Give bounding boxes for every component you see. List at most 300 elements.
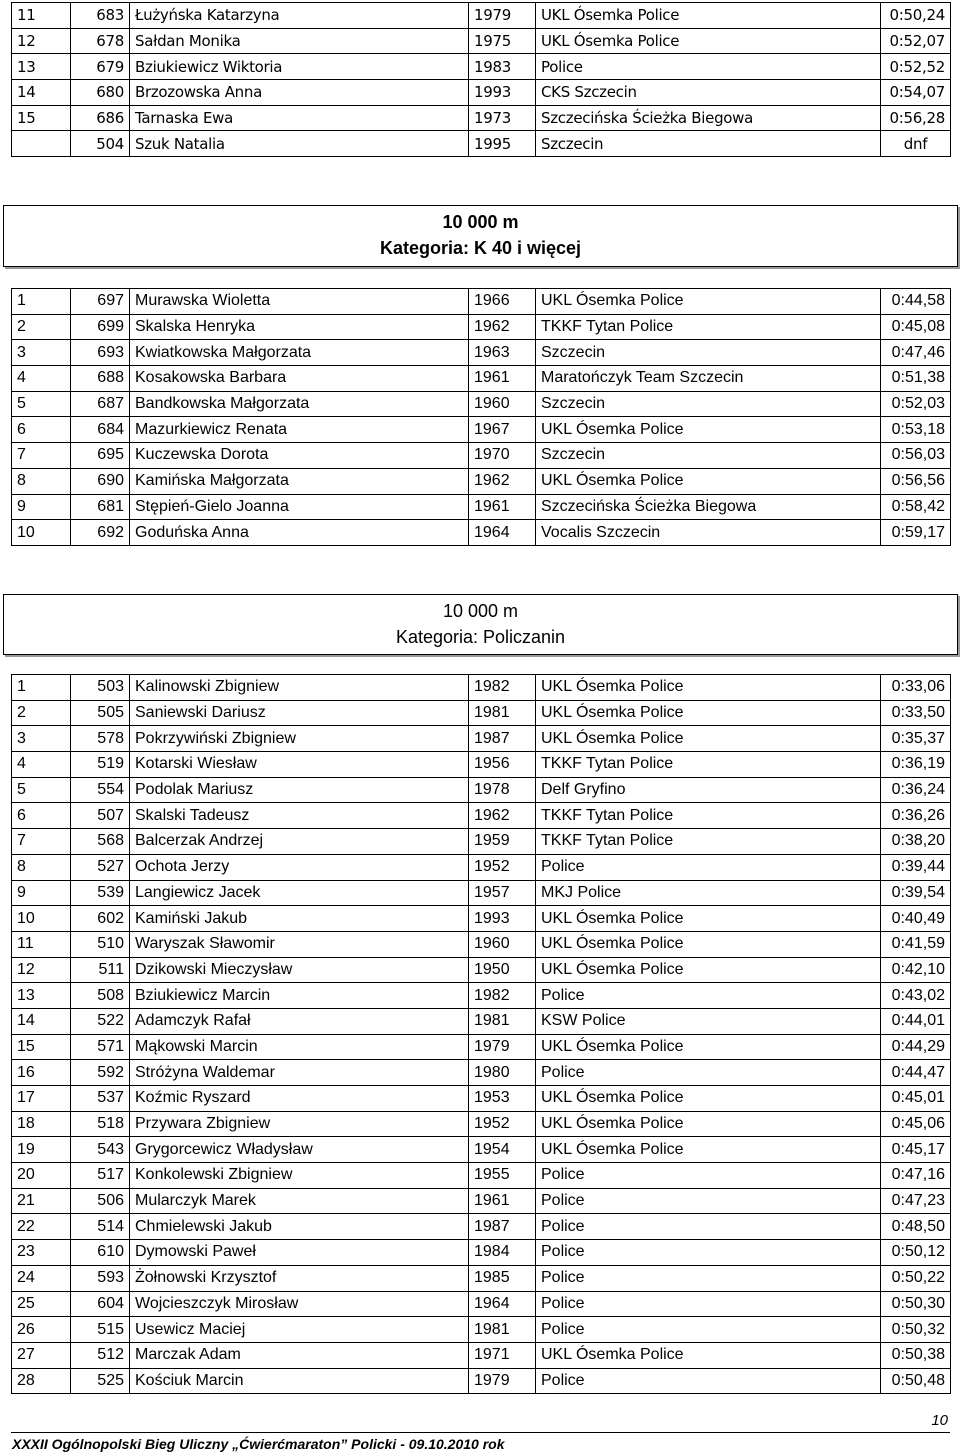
table-row (12, 1163, 951, 1189)
year-cell: 1984 (469, 1240, 536, 1266)
club-cell: Szczecińska Ścieżka Biegowa (536, 105, 881, 131)
name-cell: Konkolewski Zbigniew (130, 1163, 469, 1189)
bib-cell: 602 (71, 906, 130, 932)
bib-cell: 511 (71, 957, 130, 983)
place-cell: 28 (12, 1368, 71, 1394)
place-cell: 12 (12, 28, 71, 54)
club-cell: Szczecin (536, 340, 881, 366)
table-row (12, 1034, 951, 1060)
bib-cell: 515 (71, 1317, 130, 1343)
name-cell: Dzikowski Mieczysław (130, 957, 469, 983)
time-cell: 0:47,16 (881, 1163, 951, 1189)
time-cell: 0:52,52 (881, 54, 951, 80)
name-cell: Adamczyk Rafał (130, 1008, 469, 1034)
club-cell: Police (536, 854, 881, 880)
time-cell: 0:33,50 (881, 700, 951, 726)
table-row (12, 1008, 951, 1034)
club-cell: UKL Ósemka Police (536, 1034, 881, 1060)
table-row (12, 391, 951, 417)
year-cell: 1979 (469, 1034, 536, 1060)
place-cell: 21 (12, 1188, 71, 1214)
place-cell: 1 (12, 289, 71, 315)
club-cell: UKL Ósemka Police (536, 931, 881, 957)
place-cell: 9 (12, 880, 71, 906)
time-cell: 0:54,07 (881, 80, 951, 106)
club-cell: Police (536, 54, 881, 80)
category-label: Kategoria: K 40 i więcej (379, 238, 582, 258)
year-cell: 1966 (469, 289, 536, 315)
place-cell: 26 (12, 1317, 71, 1343)
time-cell: 0:56,03 (881, 443, 951, 469)
year-cell: 1993 (469, 80, 536, 106)
table-row (12, 1214, 951, 1240)
name-cell: Skalska Henryka (130, 314, 469, 340)
year-cell: 1981 (469, 700, 536, 726)
time-cell: 0:45,08 (881, 314, 951, 340)
name-cell: Langiewicz Jacek (130, 880, 469, 906)
bib-cell: 505 (71, 700, 130, 726)
table-row (12, 803, 951, 829)
name-cell: Szuk Natalia (130, 131, 469, 157)
table-row (12, 3, 951, 29)
time-cell: dnf (881, 131, 951, 157)
place-cell: 3 (12, 726, 71, 752)
time-cell: 0:44,58 (881, 289, 951, 315)
name-cell: Saniewski Dariusz (130, 700, 469, 726)
year-cell: 1987 (469, 1214, 536, 1240)
place-cell: 24 (12, 1265, 71, 1291)
time-cell: 0:44,29 (881, 1034, 951, 1060)
name-cell: Łużyńska Katarzyna (130, 3, 469, 29)
results-table-k40 (11, 288, 951, 546)
year-cell: 1978 (469, 777, 536, 803)
table-row (12, 105, 951, 131)
bib-cell: 527 (71, 854, 130, 880)
table-row (12, 443, 951, 469)
club-cell: CKS Szczecin (536, 80, 881, 106)
table-row (12, 1368, 951, 1394)
table-row (12, 752, 951, 778)
name-cell: Mąkowski Marcin (130, 1034, 469, 1060)
place-cell: 2 (12, 314, 71, 340)
time-cell: 0:58,42 (881, 494, 951, 520)
table-row (12, 131, 951, 157)
name-cell: Podolak Mariusz (130, 777, 469, 803)
year-cell: 1955 (469, 1163, 536, 1189)
year-cell: 1995 (469, 131, 536, 157)
table-row (12, 1086, 951, 1112)
bib-cell: 681 (71, 494, 130, 520)
bib-cell: 687 (71, 391, 130, 417)
year-cell: 1956 (469, 752, 536, 778)
table-row (12, 54, 951, 80)
place-cell: 7 (12, 829, 71, 855)
bib-cell: 571 (71, 1034, 130, 1060)
table-row (12, 983, 951, 1009)
name-cell: Murawska Wioletta (130, 289, 469, 315)
time-cell: 0:53,18 (881, 417, 951, 443)
name-cell: Kościuk Marcin (130, 1368, 469, 1394)
name-cell: Brzozowska Anna (130, 80, 469, 106)
place-cell: 8 (12, 468, 71, 494)
name-cell: Goduńska Anna (130, 520, 469, 546)
place-cell: 4 (12, 752, 71, 778)
time-cell: 0:48,50 (881, 1214, 951, 1240)
place-cell: 9 (12, 494, 71, 520)
time-cell: 0:52,07 (881, 28, 951, 54)
time-cell: 0:38,20 (881, 829, 951, 855)
bib-cell: 539 (71, 880, 130, 906)
time-cell: 0:59,17 (881, 520, 951, 546)
year-cell: 1953 (469, 1086, 536, 1112)
year-cell: 1950 (469, 957, 536, 983)
bib-cell: 699 (71, 314, 130, 340)
year-cell: 1982 (469, 983, 536, 1009)
table-row (12, 675, 951, 701)
table-row (12, 1265, 951, 1291)
club-cell: UKL Ósemka Police (536, 1342, 881, 1368)
time-cell: 0:44,01 (881, 1008, 951, 1034)
name-cell: Sałdan Monika (130, 28, 469, 54)
bib-cell: 517 (71, 1163, 130, 1189)
year-cell: 1967 (469, 417, 536, 443)
time-cell: 0:36,26 (881, 803, 951, 829)
bib-cell: 678 (71, 28, 130, 54)
place-cell: 6 (12, 417, 71, 443)
table-row (12, 1060, 951, 1086)
place-cell: 19 (12, 1137, 71, 1163)
place-cell: 10 (12, 906, 71, 932)
table-row (12, 1317, 951, 1343)
place-cell: 20 (12, 1163, 71, 1189)
bib-cell: 503 (71, 675, 130, 701)
name-cell: Balcerzak Andrzej (130, 829, 469, 855)
time-cell: 0:41,59 (881, 931, 951, 957)
year-cell: 1952 (469, 854, 536, 880)
year-cell: 1980 (469, 1060, 536, 1086)
time-cell: 0:50,30 (881, 1291, 951, 1317)
bib-cell: 537 (71, 1086, 130, 1112)
name-cell: Kuczewska Dorota (130, 443, 469, 469)
time-cell: 0:52,03 (881, 391, 951, 417)
table-row (12, 314, 951, 340)
time-cell: 0:50,48 (881, 1368, 951, 1394)
club-cell: UKL Ósemka Police (536, 906, 881, 932)
place-cell: 23 (12, 1240, 71, 1266)
year-cell: 1983 (469, 54, 536, 80)
bib-cell: 688 (71, 366, 130, 392)
bib-cell: 578 (71, 726, 130, 752)
club-cell: Police (536, 1265, 881, 1291)
bib-cell: 514 (71, 1214, 130, 1240)
year-cell: 1975 (469, 28, 536, 54)
time-cell: 0:50,24 (881, 3, 951, 29)
club-cell: MKJ Police (536, 880, 881, 906)
time-cell: 0:50,22 (881, 1265, 951, 1291)
bib-cell: 692 (71, 520, 130, 546)
name-cell: Pokrzywiński Zbigniew (130, 726, 469, 752)
time-cell: 0:45,06 (881, 1111, 951, 1137)
bib-cell: 525 (71, 1368, 130, 1394)
bib-cell: 504 (71, 131, 130, 157)
place-cell: 11 (12, 3, 71, 29)
table-row (12, 1111, 951, 1137)
bib-cell: 690 (71, 468, 130, 494)
club-cell: Police (536, 1368, 881, 1394)
table-row (12, 906, 951, 932)
place-cell: 25 (12, 1291, 71, 1317)
name-cell: Mularczyk Marek (130, 1188, 469, 1214)
bib-cell: 510 (71, 931, 130, 957)
page-number: 10 (931, 1412, 948, 1429)
place-cell: 16 (12, 1060, 71, 1086)
category-header-k40 (3, 205, 958, 267)
place-cell: 12 (12, 957, 71, 983)
year-cell: 1960 (469, 931, 536, 957)
table-row (12, 700, 951, 726)
name-cell: Skalski Tadeusz (130, 803, 469, 829)
table-row (12, 1291, 951, 1317)
table-row (12, 417, 951, 443)
time-cell: 0:42,10 (881, 957, 951, 983)
club-cell: Police (536, 1163, 881, 1189)
table-row (12, 494, 951, 520)
club-cell: Delf Gryfino (536, 777, 881, 803)
name-cell: Waryszak Sławomir (130, 931, 469, 957)
club-cell: Szczecin (536, 131, 881, 157)
bib-cell: 543 (71, 1137, 130, 1163)
name-cell: Dymowski Paweł (130, 1240, 469, 1266)
year-cell: 1961 (469, 366, 536, 392)
club-cell: UKL Ósemka Police (536, 1137, 881, 1163)
club-cell: TKKF Tytan Police (536, 752, 881, 778)
place-cell: 17 (12, 1086, 71, 1112)
year-cell: 1961 (469, 1188, 536, 1214)
bib-cell: 519 (71, 752, 130, 778)
time-cell: 0:47,23 (881, 1188, 951, 1214)
year-cell: 1971 (469, 1342, 536, 1368)
year-cell: 1979 (469, 1368, 536, 1394)
table-row (12, 28, 951, 54)
time-cell: 0:40,49 (881, 906, 951, 932)
year-cell: 1970 (469, 443, 536, 469)
club-cell: UKL Ósemka Police (536, 957, 881, 983)
time-cell: 0:56,56 (881, 468, 951, 494)
club-cell: UKL Ósemka Police (536, 675, 881, 701)
year-cell: 1957 (469, 880, 536, 906)
bib-cell: 697 (71, 289, 130, 315)
bib-cell: 593 (71, 1265, 130, 1291)
time-cell: 0:47,46 (881, 340, 951, 366)
club-cell: KSW Police (536, 1008, 881, 1034)
year-cell: 1981 (469, 1008, 536, 1034)
name-cell: Stępień-Gielo Joanna (130, 494, 469, 520)
year-cell: 1981 (469, 1317, 536, 1343)
place-cell: 2 (12, 700, 71, 726)
bib-cell: 610 (71, 1240, 130, 1266)
distance-label: 10 000 m (442, 212, 519, 232)
time-cell: 0:39,44 (881, 854, 951, 880)
time-cell: 0:50,12 (881, 1240, 951, 1266)
bib-cell: 683 (71, 3, 130, 29)
place-cell: 22 (12, 1214, 71, 1240)
place-cell: 10 (12, 520, 71, 546)
place-cell: 14 (12, 1008, 71, 1034)
time-cell: 0:44,47 (881, 1060, 951, 1086)
year-cell: 1961 (469, 494, 536, 520)
club-cell: UKL Ósemka Police (536, 3, 881, 29)
club-cell: Police (536, 1214, 881, 1240)
table-row (12, 726, 951, 752)
place-cell: 7 (12, 443, 71, 469)
name-cell: Usewicz Maciej (130, 1317, 469, 1343)
name-cell: Ochota Jerzy (130, 854, 469, 880)
place-cell: 15 (12, 105, 71, 131)
name-cell: Bziukiewicz Marcin (130, 983, 469, 1009)
place-cell: 3 (12, 340, 71, 366)
club-cell: UKL Ósemka Police (536, 700, 881, 726)
club-cell: Police (536, 1291, 881, 1317)
name-cell: Tarnaska Ewa (130, 105, 469, 131)
club-cell: Police (536, 1240, 881, 1266)
bib-cell: 680 (71, 80, 130, 106)
table-row (12, 289, 951, 315)
name-cell: Chmielewski Jakub (130, 1214, 469, 1240)
time-cell: 0:45,01 (881, 1086, 951, 1112)
club-cell: Szczecin (536, 391, 881, 417)
table-row (12, 520, 951, 546)
year-cell: 1987 (469, 726, 536, 752)
club-cell: UKL Ósemka Police (536, 1086, 881, 1112)
name-cell: Kalinowski Zbigniew (130, 675, 469, 701)
year-cell: 1979 (469, 3, 536, 29)
name-cell: Bandkowska Małgorzata (130, 391, 469, 417)
club-cell: TKKF Tytan Police (536, 803, 881, 829)
bib-cell: 518 (71, 1111, 130, 1137)
footer-text: XXXII Ogólnopolski Bieg Uliczny „Ćwierćmaraton” Policki - 09.10.2010 rok (12, 1436, 505, 1452)
year-cell: 1964 (469, 1291, 536, 1317)
table-row (12, 829, 951, 855)
year-cell: 1963 (469, 340, 536, 366)
place-cell: 4 (12, 366, 71, 392)
time-cell: 0:56,28 (881, 105, 951, 131)
table-row (12, 80, 951, 106)
time-cell: 0:33,06 (881, 675, 951, 701)
time-cell: 0:36,24 (881, 777, 951, 803)
time-cell: 0:35,37 (881, 726, 951, 752)
place-cell: 8 (12, 854, 71, 880)
table-row (12, 931, 951, 957)
category-header-policzanin (3, 594, 958, 655)
name-cell: Grygorcewicz Władysław (130, 1137, 469, 1163)
table-row (12, 340, 951, 366)
bib-cell: 506 (71, 1188, 130, 1214)
table-row (12, 1137, 951, 1163)
bib-cell: 512 (71, 1342, 130, 1368)
year-cell: 1993 (469, 906, 536, 932)
club-cell: Szczecińska Ścieżka Biegowa (536, 494, 881, 520)
club-cell: UKL Ósemka Police (536, 1111, 881, 1137)
club-cell: Police (536, 1188, 881, 1214)
club-cell: Szczecin (536, 443, 881, 469)
place-cell: 14 (12, 80, 71, 106)
club-cell: Vocalis Szczecin (536, 520, 881, 546)
bib-cell: 679 (71, 54, 130, 80)
time-cell: 0:39,54 (881, 880, 951, 906)
time-cell: 0:43,02 (881, 983, 951, 1009)
name-cell: Kotarski Wiesław (130, 752, 469, 778)
place-cell: 11 (12, 931, 71, 957)
table-row (12, 854, 951, 880)
time-cell: 0:50,32 (881, 1317, 951, 1343)
time-cell: 0:45,17 (881, 1137, 951, 1163)
club-cell: TKKF Tytan Police (536, 829, 881, 855)
table-row (12, 1188, 951, 1214)
bib-cell: 522 (71, 1008, 130, 1034)
bib-cell: 507 (71, 803, 130, 829)
footer-rule (11, 1432, 950, 1433)
name-cell: Kwiatkowska Małgorzata (130, 340, 469, 366)
year-cell: 1964 (469, 520, 536, 546)
bib-cell: 686 (71, 105, 130, 131)
year-cell: 1962 (469, 314, 536, 340)
name-cell: Wojcieszczyk Mirosław (130, 1291, 469, 1317)
time-cell: 0:51,38 (881, 366, 951, 392)
club-cell: UKL Ósemka Police (536, 28, 881, 54)
table-row (12, 1342, 951, 1368)
year-cell: 1959 (469, 829, 536, 855)
year-cell: 1962 (469, 803, 536, 829)
place-cell: 5 (12, 777, 71, 803)
club-cell: TKKF Tytan Police (536, 314, 881, 340)
club-cell: Police (536, 983, 881, 1009)
year-cell: 1960 (469, 391, 536, 417)
place-cell: 13 (12, 983, 71, 1009)
table-row (12, 468, 951, 494)
time-cell: 0:50,38 (881, 1342, 951, 1368)
year-cell: 1982 (469, 675, 536, 701)
place-cell (12, 131, 71, 157)
place-cell: 18 (12, 1111, 71, 1137)
club-cell: Police (536, 1317, 881, 1343)
name-cell: Przywara Zbigniew (130, 1111, 469, 1137)
club-cell: UKL Ósemka Police (536, 726, 881, 752)
table-row (12, 777, 951, 803)
time-cell: 0:36,19 (881, 752, 951, 778)
name-cell: Bziukiewicz Wiktoria (130, 54, 469, 80)
table-row (12, 880, 951, 906)
name-cell: Koźmic Ryszard (130, 1086, 469, 1112)
place-cell: 15 (12, 1034, 71, 1060)
place-cell: 27 (12, 1342, 71, 1368)
bib-cell: 693 (71, 340, 130, 366)
year-cell: 1985 (469, 1265, 536, 1291)
place-cell: 5 (12, 391, 71, 417)
club-cell: UKL Ósemka Police (536, 468, 881, 494)
club-cell: Police (536, 1060, 881, 1086)
name-cell: Mazurkiewicz Renata (130, 417, 469, 443)
bib-cell: 592 (71, 1060, 130, 1086)
name-cell: Kamiński Jakub (130, 906, 469, 932)
bib-cell: 684 (71, 417, 130, 443)
name-cell: Kosakowska Barbara (130, 366, 469, 392)
bib-cell: 568 (71, 829, 130, 855)
place-cell: 1 (12, 675, 71, 701)
results-table-policzanin (11, 674, 951, 1394)
bib-cell: 508 (71, 983, 130, 1009)
year-cell: 1954 (469, 1137, 536, 1163)
year-cell: 1973 (469, 105, 536, 131)
